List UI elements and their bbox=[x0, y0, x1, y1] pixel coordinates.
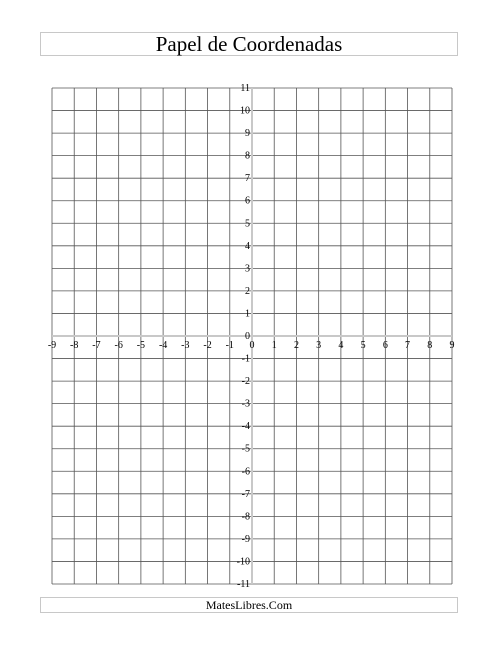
x-tick-label: 0 bbox=[249, 340, 255, 351]
y-tick-label: 10 bbox=[240, 105, 250, 117]
footer-box bbox=[40, 597, 458, 613]
y-tick-label: -11 bbox=[237, 579, 250, 590]
x-tick-label: -2 bbox=[203, 340, 212, 351]
y-tick-label: 11 bbox=[240, 83, 250, 94]
y-tick-label: -8 bbox=[241, 511, 250, 523]
y-tick-label: -4 bbox=[241, 421, 250, 433]
y-tick-label: -1 bbox=[241, 353, 250, 365]
y-tick-label: -5 bbox=[241, 443, 250, 455]
x-tick-label: 5 bbox=[360, 340, 366, 351]
x-tick-label: 4 bbox=[338, 340, 344, 351]
y-tick-label: 2 bbox=[245, 285, 250, 297]
worksheet-title: Papel de Coordenadas bbox=[155, 31, 343, 56]
y-tick-label: -3 bbox=[241, 398, 250, 410]
x-tick-label: 3 bbox=[316, 340, 322, 351]
x-tick-label: 2 bbox=[293, 340, 299, 351]
y-tick-label: 7 bbox=[245, 173, 250, 185]
y-tick-label: 0 bbox=[245, 331, 250, 342]
x-tick-label: 9 bbox=[449, 340, 455, 351]
x-tick-label: 8 bbox=[427, 340, 433, 351]
x-tick-label: -5 bbox=[136, 340, 146, 351]
y-tick-label: 8 bbox=[245, 150, 250, 162]
x-tick-label: 1 bbox=[271, 340, 277, 351]
y-tick-label: -7 bbox=[241, 488, 250, 500]
x-tick-label: 6 bbox=[382, 340, 388, 351]
y-tick-label: 9 bbox=[245, 128, 250, 140]
x-tick-label: -1 bbox=[225, 340, 234, 351]
y-tick-label: -6 bbox=[241, 466, 250, 478]
x-tick-label: -8 bbox=[70, 340, 79, 351]
y-tick-label: 1 bbox=[245, 308, 250, 320]
x-tick-label: -4 bbox=[158, 340, 168, 351]
y-tick-label: -2 bbox=[241, 376, 250, 388]
y-tick-label: 6 bbox=[245, 195, 250, 207]
y-tick-label: 5 bbox=[245, 218, 250, 230]
y-tick-label: -10 bbox=[236, 556, 250, 568]
x-tick-label: -7 bbox=[92, 340, 101, 351]
x-tick-label: -9 bbox=[47, 340, 57, 351]
y-tick-label: 4 bbox=[245, 240, 250, 252]
x-tick-label: -6 bbox=[114, 340, 123, 351]
x-tick-label: -3 bbox=[181, 340, 190, 351]
y-tick-label: 3 bbox=[245, 263, 250, 275]
footer-text: MatesLibres.Com bbox=[205, 597, 293, 612]
y-tick-label: -9 bbox=[241, 533, 250, 545]
x-tick-label: 7 bbox=[405, 340, 411, 351]
